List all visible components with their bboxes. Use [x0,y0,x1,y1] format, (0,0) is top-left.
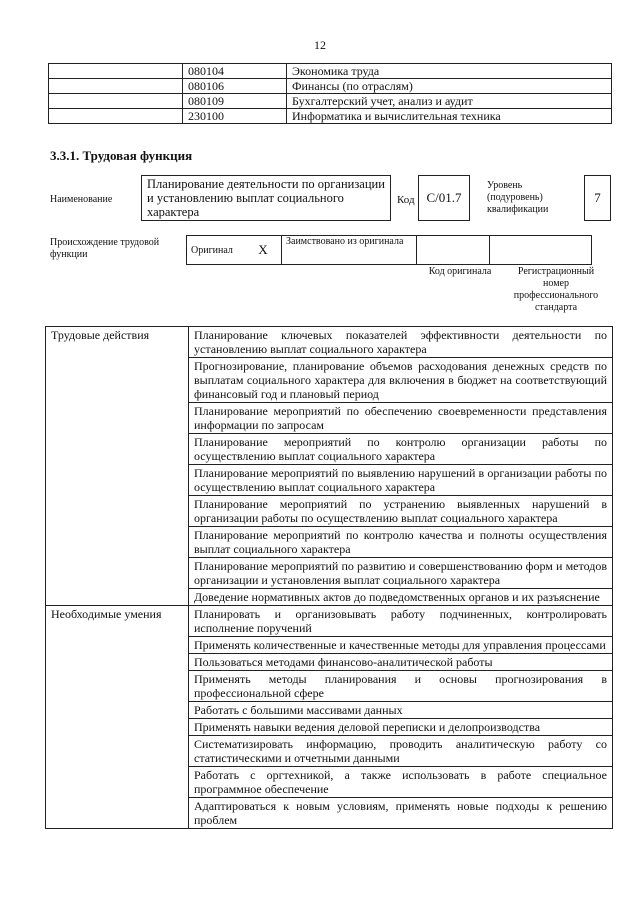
labor-action-item: Доведение нормативных актов до подведомственных органов и их разъяснение [189,589,613,606]
original-code-cell [417,236,490,265]
table-row [187,236,592,265]
labor-action-item: Планирование мероприятий по выявлению нарушений в организации работы по осуществлению выплат социального характера [189,465,613,496]
skill-item: Применять навыки ведения деловой переписки и делопроизводства [189,719,613,736]
reg-number-cell [490,236,592,265]
required-skills-label: Необходимые умения [46,606,189,829]
specialty-code: 080106 [183,79,287,94]
labor-action-item: Планирование мероприятий по контролю качества и полноты осуществления выплат социального характера [189,527,613,558]
origin-label: Происхождение трудовой функции [50,237,160,260]
labor-actions-label: Трудовые действия [46,327,189,606]
code-label: Код [397,194,415,206]
specialty-name: Информатика и вычислительная техника [287,109,612,124]
skill-item: Систематизировать информацию, проводить аналитическую работу со статистическими и отчетными данными [189,736,613,767]
page-number: 12 [314,38,326,52]
table-row [49,109,612,124]
function-name-box: Планирование деятельности по организации и установлению выплат социального характера [141,175,391,221]
specialty-name: Финансы (по отраслям) [287,79,612,94]
labor-action-item: Прогнозирование, планирование объемов расходования денежных средств по выплатам социального характера для включения в бюджет на соответствующий финансовый год и плановый период [189,358,613,403]
labor-action-item: Планирование ключевых показателей эффективности деятельности по установлению выплат социального характера [189,327,613,358]
borrowed-label: Заимствовано из оригинала [282,236,417,265]
skill-item: Применять методы планирования и основы прогнозирования в профессиональной сфере [189,671,613,702]
skill-item: Пользоваться методами финансово-аналитической работы [189,654,613,671]
function-details-table [45,326,613,829]
section-heading: 3.3.1. Трудовая функция [50,148,193,163]
specialty-name: Бухгалтерский учет, анализ и аудит [287,94,612,109]
qualification-level-label: Уровень (подуровень) квалификации [487,180,549,215]
specialty-name: Экономика труда [287,64,612,79]
specialties-table [48,63,612,124]
original-code-label: Код оригинала [428,266,492,277]
table-row [46,327,613,358]
reg-number-label: Регистрационный номер профессионального стандарта [513,266,599,313]
labor-action-item: Планирование мероприятий по обеспечению своевременности представления информации по запросам [189,403,613,434]
specialty-code: 080109 [183,94,287,109]
skill-item: Планировать и организовывать работу подчиненных, контролировать исполнение поручений [189,606,613,637]
name-label: Наименование [50,194,113,205]
original-mark: X [245,236,282,265]
labor-action-item: Планирование мероприятий по устранению выявленных нарушений в организации работы по осуществлению выплат социального характера [189,496,613,527]
skill-item: Адаптироваться к новым условиям, применять новые подходы к решению проблем [189,798,613,829]
table-row [49,64,612,79]
table-row [49,79,612,94]
skill-item: Применять количественные и качественные методы для управления процессами [189,637,613,654]
labor-action-item: Планирование мероприятий по развитию и совершенствованию форм и методов организации и установления выплат социального характера [189,558,613,589]
table-row [46,606,613,637]
skill-item: Работать с большими массивами данных [189,702,613,719]
origin-table [186,235,592,265]
qualification-level-box: 7 [584,175,611,221]
specialty-code: 080104 [183,64,287,79]
code-box: C/01.7 [418,175,470,221]
labor-action-item: Планирование мероприятий по контролю организации работы по осуществлению выплат социального характера [189,434,613,465]
specialty-code: 230100 [183,109,287,124]
original-label: Оригинал [187,236,246,265]
skill-item: Работать с оргтехникой, а также использовать в работе специальное программное обеспечение [189,767,613,798]
table-row [49,94,612,109]
